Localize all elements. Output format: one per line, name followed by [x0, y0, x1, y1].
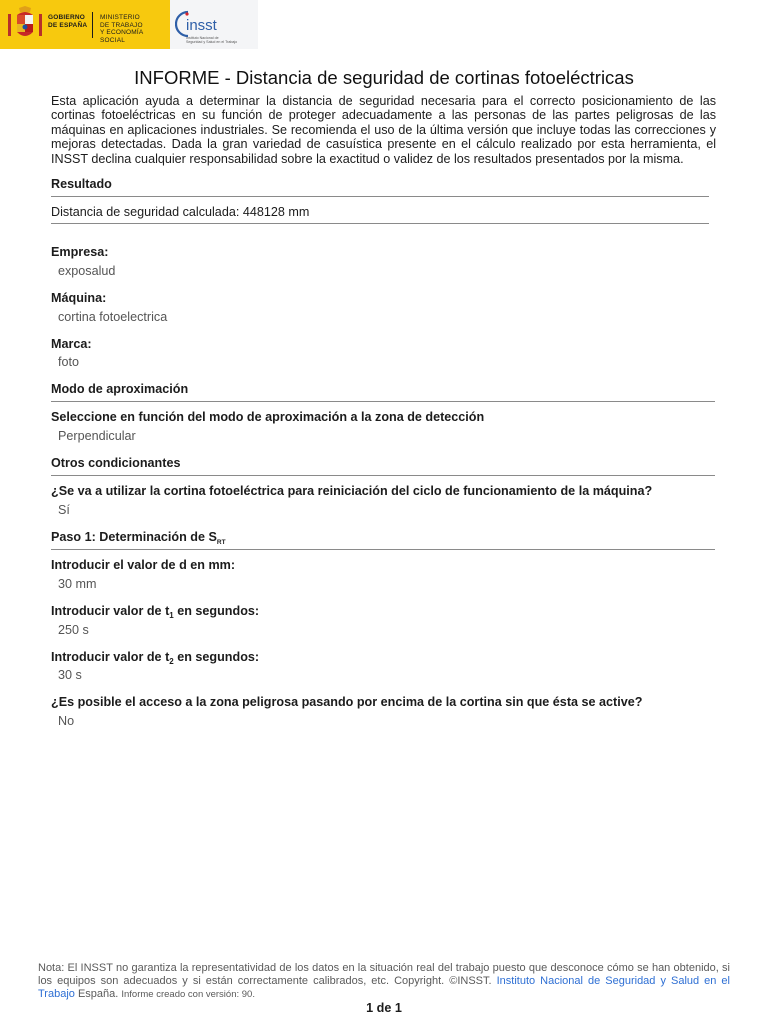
- spain-crest-icon: [6, 6, 44, 42]
- approach-heading: Modo de aproximación: [51, 382, 189, 396]
- government-logo-block: [0, 0, 170, 49]
- insst-link[interactable]: Instituto Nacional de Seguridad y Salud en el Trabajo: [38, 975, 730, 1001]
- d-value-label: Introducir el valor de d en mm:: [51, 558, 236, 572]
- access-over-curtain-question: ¿Es posible el acceso a la zona peligrosa pasando por encima de la cortina sin que ésta se active?: [51, 695, 643, 709]
- insst-logo: [175, 6, 255, 46]
- divider: [51, 401, 715, 402]
- svg-text:insst: insst: [186, 17, 217, 34]
- t1-value-label: Introducir valor de $t_1$ en segundos:: [51, 604, 260, 620]
- report-title: INFORME - Distancia de seguridad de cortinas fotoeléctricas: [134, 67, 634, 88]
- restart-cycle-answer: Sí: [58, 503, 70, 517]
- logo-divider: [92, 12, 93, 38]
- intro-paragraph: Esta aplicación ayuda a determinar la distancia de seguridad necesaria para el correcto posicionamiento de las cortinas fotoeléctricas en su función de proteger adecuadamente a las personas de las partes peligrosas de las máquinas en aplicaciones industriales. Se recomienda el uso de la última versión que incluye todas las correcciones y mejoras detectadas. Dada la gran variedad de casuística presente en el cálculo realizado por esta herramienta, el INSST declina cualquier responsabilidad sobre la exactitud o validez de los resultados presentados por la misma.: [51, 94, 716, 166]
- machine-label: Máquina:: [51, 291, 107, 305]
- svg-text:Instituto Nacional de: Instituto Nacional de: [186, 36, 219, 40]
- divider: [51, 196, 709, 197]
- result-heading: Resultado: [51, 177, 112, 191]
- d-value: 30 mm: [58, 577, 97, 591]
- company-label: Empresa:: [51, 245, 109, 259]
- svg-text:Seguridad y Salud en el Trabaj: Seguridad y Salud en el Trabajo: [186, 40, 238, 44]
- divider: [51, 549, 715, 550]
- t2-value: 30 s: [58, 668, 82, 682]
- step1-heading: Paso 1: Determinación de $S_{RT}$: [51, 530, 226, 546]
- access-over-curtain-answer: No: [58, 714, 75, 728]
- company-value: exposalud: [58, 264, 116, 278]
- approach-question: Seleccione en función del modo de aproximación a la zona de detección: [51, 410, 485, 424]
- t2-value-label: Introducir valor de $t_2$ en segundos:: [51, 650, 260, 666]
- insst-logo-block: [170, 0, 258, 49]
- machine-value: cortina fotoelectrica: [58, 310, 168, 324]
- result-value: Distancia de seguridad calculada: 448128 mm: [51, 205, 310, 219]
- footer-note: Nota: El INSST no garantiza la representatividad de los datos en la situación real del trabajo puesto que desconoce cómo se han obtenido, si los equipos son adecuados y si están correctamente calibrados, etc. Copyright. ©INSST. Instituto Nacional de Seguridad y Salud en el Trabajo España. Informe creado con versión: 90.: [38, 962, 730, 1001]
- brand-value: foto: [58, 355, 80, 369]
- divider: [51, 223, 709, 224]
- version-text: Informe creado con versión: 90.: [121, 989, 255, 1001]
- divider: [51, 475, 715, 476]
- restart-cycle-question: ¿Se va a utilizar la cortina fotoeléctrica para reiniciación del ciclo de funcionamiento de la máquina?: [51, 484, 653, 498]
- other-conditions-heading: Otros condicionantes: [51, 456, 181, 470]
- approach-answer: Perpendicular: [58, 429, 136, 443]
- t1-value: 250 s: [58, 623, 89, 637]
- page-indicator: 1 de 1: [366, 1001, 402, 1015]
- brand-label: Marca:: [51, 337, 92, 351]
- government-label: GOBIERNO DE ESPAÑA: [48, 14, 88, 29]
- ministry-label: MINISTERIO DE TRABAJO Y ECONOMÍA SOCIAL: [100, 14, 144, 44]
- header-banner: [0, 0, 258, 49]
